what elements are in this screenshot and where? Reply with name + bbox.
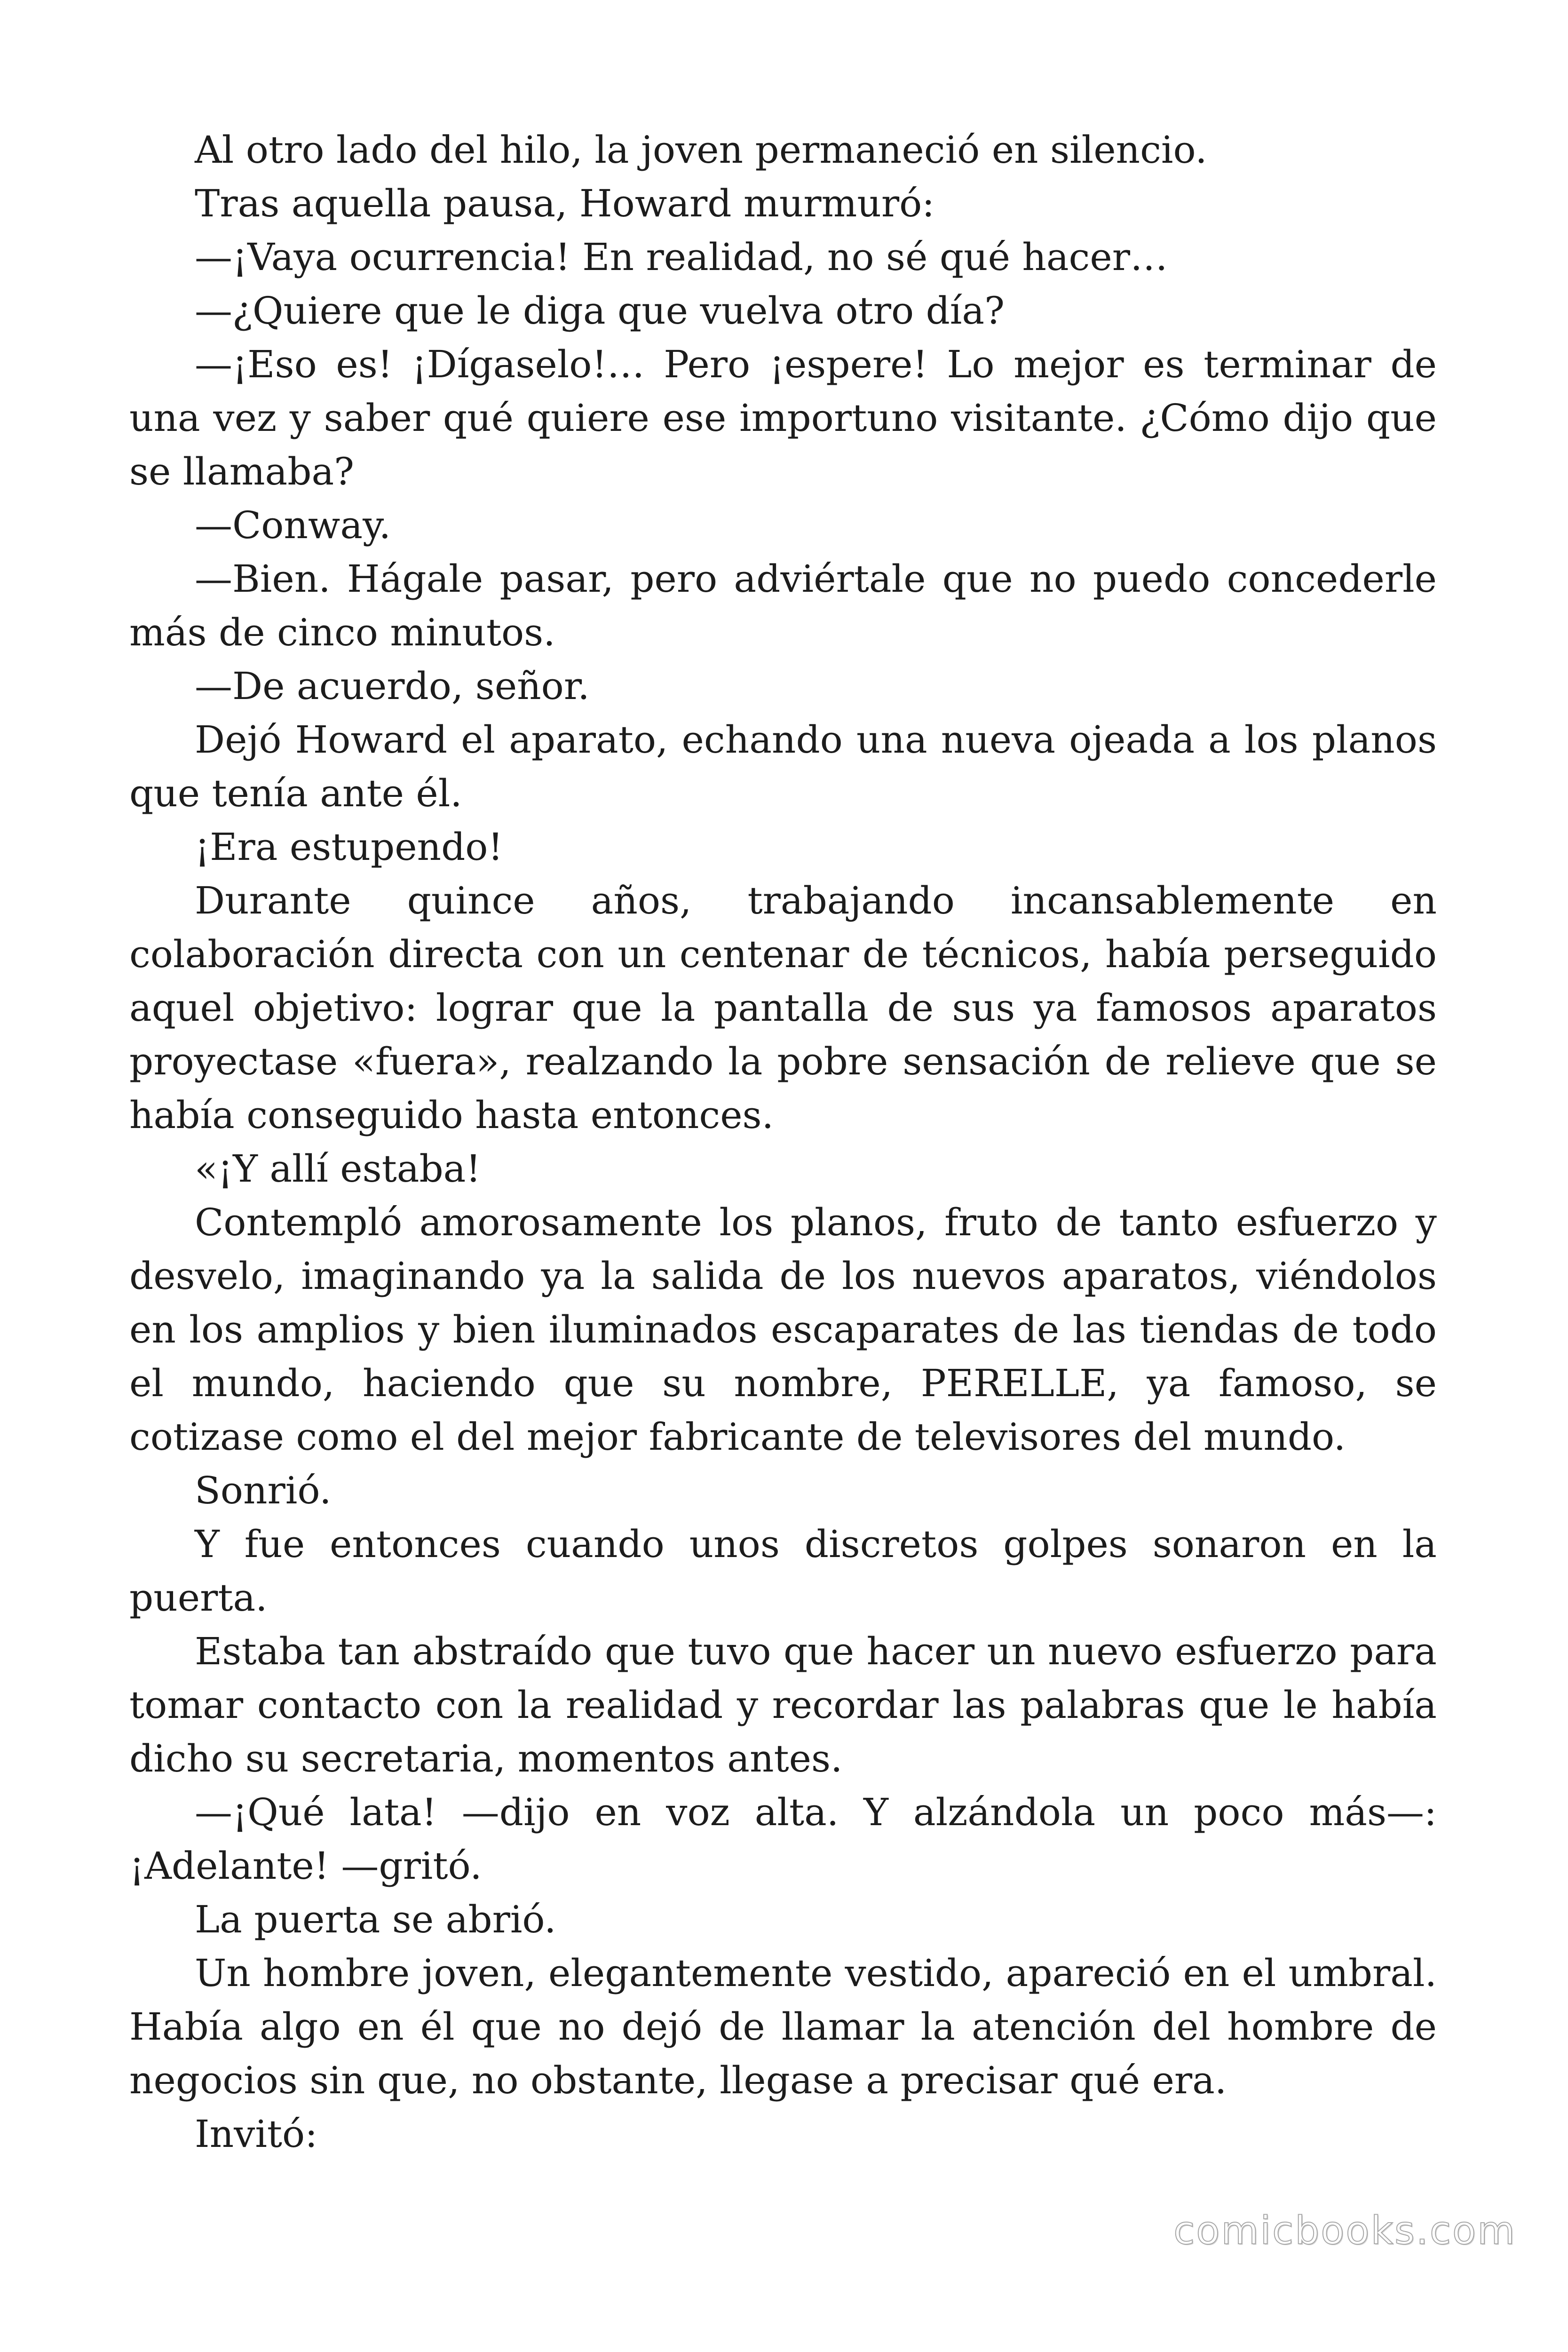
paragraph: Un hombre joven, elegantemente vestido, apareció en el umbral. Había algo en él que no dejó de llamar la atención del hombre de negocios sin que, no obstante, llegase a precisar qué era. [129,1951,1437,2102]
watermark: comicbooks.com [1173,2209,1516,2253]
page-body [129,123,1437,2161]
paragraph: —¡Qué lata! —dijo en voz alta. Y alzándola un poco más—: ¡Adelante! —gritó. [129,1790,1437,1888]
paragraph: Dejó Howard el aparato, echando una nueva ojeada a los planos que tenía ante él. [129,718,1437,815]
paragraph: —¡Vaya ocurrencia! En realidad, no sé qué hacer… [195,235,1168,279]
paragraph: Sonrió. [195,1469,332,1512]
paragraph: Contempló amorosamente los planos, fruto de tanto esfuerzo y desvelo, imaginando ya la salida de los nuevos aparatos, viéndolos en los amplios y bien iluminados escaparates de las tiendas de todo el mundo, haciendo que su nombre, PERELLE, ya famoso, se cotizase como el del mejor fabricante de televisores del mundo. [129,1200,1437,1459]
paragraph: ¡Era estupendo! [195,825,503,869]
paragraph: «¡Y allí estaba! [195,1147,481,1191]
paragraph: La puerta se abrió. [195,1898,556,1941]
paragraph: Estaba tan abstraído que tuvo que hacer un nuevo esfuerzo para tomar contacto con la realidad y recordar las palabras que le había dicho su secretaria, momentos antes. [129,1629,1437,1780]
paragraph: —Bien. Hágale pasar, pero adviértale que no puedo concederle más de cinco minutos. [129,557,1437,654]
paragraph: Y fue entonces cuando unos discretos golpes sonaron en la puerta. [129,1522,1437,1620]
paragraph: Invitó: [195,2112,318,2156]
paragraph: Tras aquella pausa, Howard murmuró: [195,182,935,225]
paragraph: Durante quince años, trabajando incansablemente en colaboración directa con un centenar de técnicos, había perseguido aquel objetivo: lograr que la pantalla de sus ya famosos aparatos proyectase «fuera», realzando la pobre sensación de relieve que se había conseguido hasta entonces. [129,879,1437,1137]
paragraph: —De acuerdo, señor. [195,664,590,708]
paragraph: —¡Eso es! ¡Dígaselo!… Pero ¡espere! Lo mejor es terminar de una vez y saber qué quiere ese importuno visitante. ¿Cómo dijo que se llamaba? [129,342,1437,493]
paragraph: —¿Quiere que le diga que vuelva otro día? [195,289,1005,333]
paragraph: —Conway. [195,503,391,547]
paragraph: Al otro lado del hilo, la joven permaneció en silencio. [195,128,1207,172]
